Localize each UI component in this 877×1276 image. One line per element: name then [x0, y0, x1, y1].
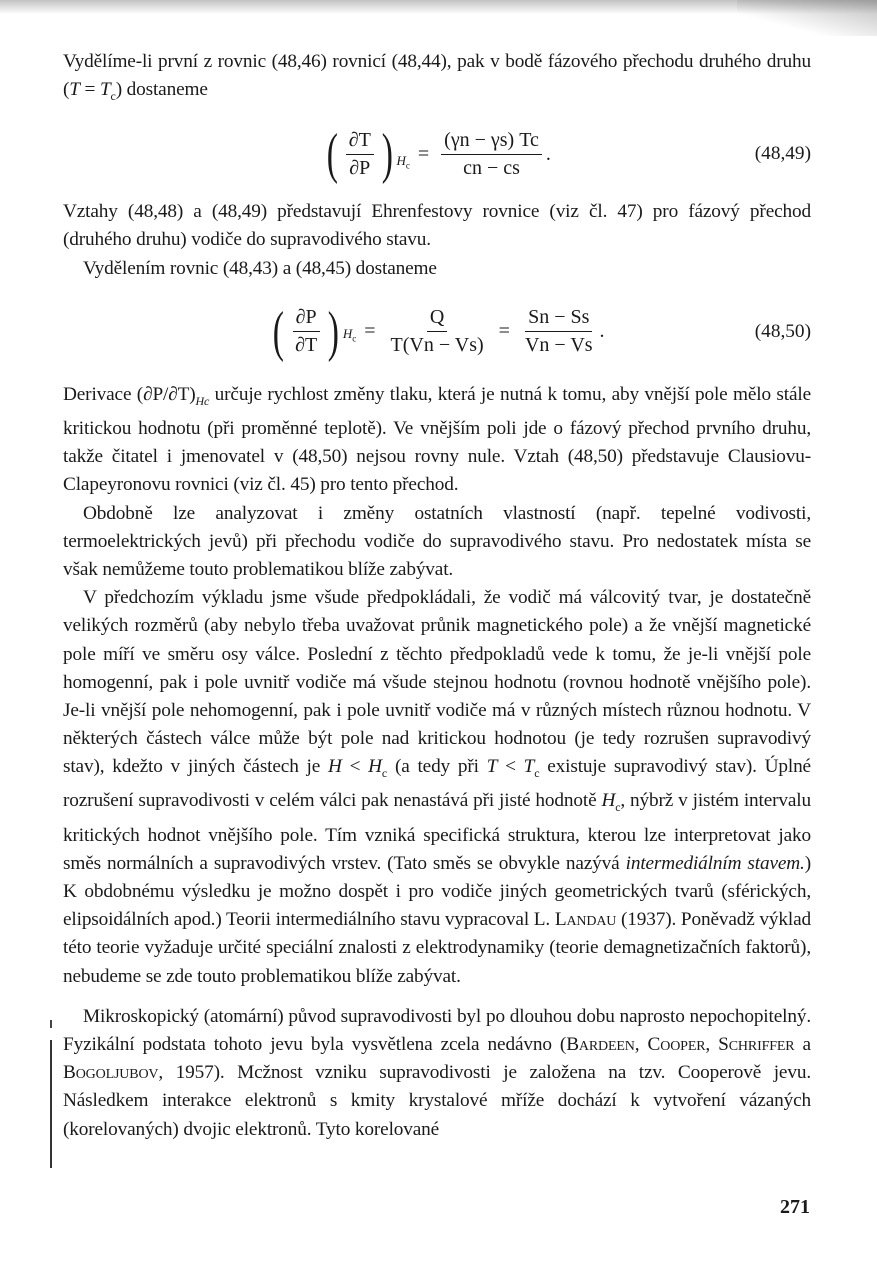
paragraph-5: Obdobně lze analyzovat i změny ostatních vlastností (např. tepelné vodivosti, termoelektrických jevů) při přechodu vodiče do supravodivého stavu. Pro nedostatek místa se však nemůžeme touto problematikou blíže zabývat. — [63, 502, 811, 580]
page-number: 271 — [780, 1196, 810, 1218]
paragraph-6: V předchozím výkladu jsme všude předpokládali, že vodič má válcovitý tvar, je dostatečně velikých rozměrů (aby nebylo třeba uvažovat průnik magnetického pole) a že vnější magnetické pole míří ve směru osy válce. Poslední z těchto předpokladů vede k tomu, že je-li vnější pole homogenní, pak i pole uvnitř vodiče má všude stejnou hodnotu (rovnou hodnotě vnějšího pole). Je-li vnější pole nehomogenní, pak i pole uvnitř vodiče má v různých místech různou hodnotu. V některých částech válce může být pole nad kritickou hodnotou (je tedy rozrušen supravodivý stav), kdežto v jiných částech je $H < H_c$ (a tedy při $T < T_c$ existuje supravodivý stav). Úplné rozrušení supravodivosti v celém válci pak nenastává při jisté hodnotě $H_c$, nýbrž v jistém intervalu kritických hodnot vnějšího pole. Tím vzniká specifická struktura, kterou lze interpretovat jako směs normálních a supravodivých vrstev. (Tato směs se obvykle nazývá intermediálním stavem.) K obdobnému výsledku je možno dospět i pro vodiče jiných geometrických tvarů (sférických, elipsoidálních apod.) Teorii intermediálního stavu vypracoval L. Landau (1937). Poněvadž výklad této teorie vyžaduje určité speciální znalosti z elektrodynamiky (teorie demagnetizačních faktorů), nebudeme se zde touto problematikou blíže zabývat. — [63, 587, 812, 987]
margin-change-bar — [50, 1040, 52, 1168]
paragraph-3: Vydělením rovnic (48,43) a (48,45) dostaneme — [83, 257, 437, 279]
equation-number: (48,49) — [754, 143, 811, 165]
term-intermediate-state: intermediálním stavem. — [625, 852, 805, 874]
page-body — [63, 48, 811, 1144]
equation-number: (48,50) — [754, 320, 811, 342]
paragraph-4: Derivace $(\partial P/\partial T)_{Hc}$ určuje rychlost změny tlaku, která je nutná k tomu, aby vnější pole mělo stále kritickou hodnotu (při proměnné teplotě). Ve vnějším poli jde o fázový přechod prvního druhu, takže čitatel i jmenovatel v (48,50) nejsou rovny nule. Vztah (48,50) představuje Clausiovu-Clapeyronovu rovnici (viz čl. 45) pro tento přechod. — [63, 383, 811, 496]
margin-mark — [50, 1020, 52, 1028]
equation-48-49: ( $\frac{\partial T}{\partial P}$ ) $H_c$ = $\frac{(\gamma n - \gamma s) Tc}{cn - cs}$ . (48,49) — [326, 123, 811, 186]
paragraph-1: Vydělíme-li první z rovnic (48,46) rovnicí (48,44), pak v bodě fázového přechodu druhého druhu $(T = T_c)$ dostaneme — [63, 51, 811, 104]
paragraph-7: Mikroskopický (atomární) původ supravodivosti byl po dlouhou dobu naprosto nepochopitelný. Fyzikální podstata tohoto jevu byla vysvětlena zcela nedávno (Bardeen, Cooper, Schriffer a Bogoljubov, 1957). Mcžnost vzniku supravodivosti je založena na tzv. Cooperově jevu. Následkem interakce elektronů s kmity krystalové mříže dochází k vytvoření vázaných (korelovaných) dvojic elektronů. Tyto korelované — [63, 1005, 811, 1140]
paragraph-2: Vztahy (48,48) a (48,49) představují Ehrenfestovy rovnice (viz čl. 47) pro fázový přechod (druhého druhu) vodiče do supravodivého stavu. — [63, 201, 811, 251]
scan-corner-shadow — [737, 0, 877, 36]
equation-48-50: ( $\frac{\partial P}{\partial T}$ ) $H_c$ = $\frac{Q}{T(Vn - Vs)}$ = $\frac{Sn - Ss}{Vn - Vs}$ . (48,50) — [273, 300, 811, 363]
